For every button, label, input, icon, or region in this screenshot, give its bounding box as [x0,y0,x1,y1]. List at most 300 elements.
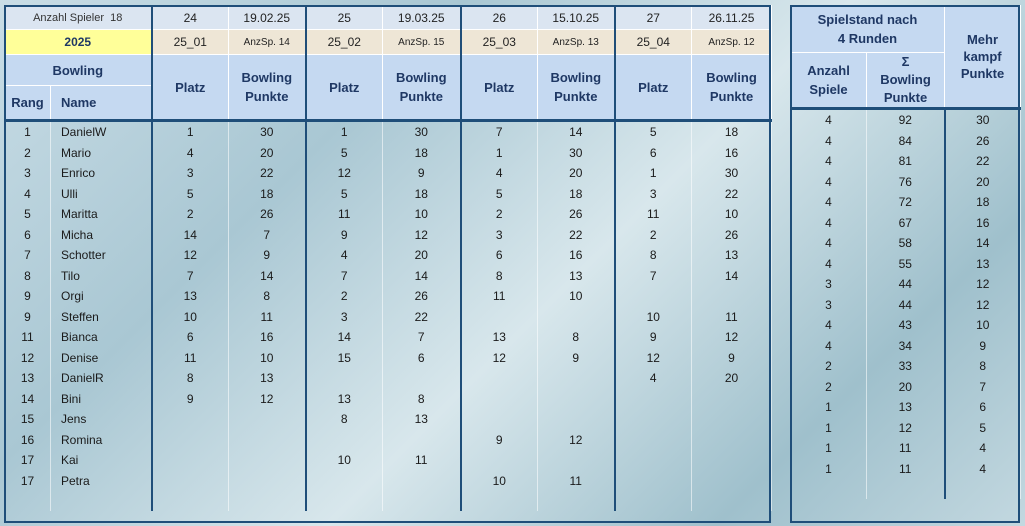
place-cell: 2 [306,286,383,307]
multi-cell: 6 [945,397,1021,418]
standings-row [791,254,1021,275]
place-cell [615,389,692,410]
points-cell [383,471,461,492]
points-cell: 12 [383,225,461,246]
place-cell [615,430,692,451]
place-cell: 5 [306,184,383,205]
points-cell: 10 [692,204,772,225]
col-points: Bowling Punkte [538,55,615,121]
multi-cell: 26 [945,131,1021,152]
points-cell: 10 [229,348,306,369]
standings-row [791,295,1021,316]
place-cell: 7 [306,266,383,287]
place-cell: 1 [615,163,692,184]
points-cell: 7 [229,225,306,246]
place-cell: 14 [306,327,383,348]
points-cell: 26 [692,225,772,246]
games-cell: 2 [791,377,867,398]
games-cell: 3 [791,274,867,295]
place-cell: 3 [461,225,538,246]
points-cell: 13 [229,368,306,389]
place-cell [152,450,229,471]
name-cell: Kai [51,450,152,471]
col-rank: Rang [5,86,51,121]
name-cell: Jens [51,409,152,430]
place-cell: 4 [461,163,538,184]
points-cell: 26 [538,204,615,225]
place-cell [615,471,692,492]
player-row [5,143,772,164]
place-cell [152,471,229,492]
place-cell: 7 [152,266,229,287]
player-row [5,245,772,266]
points-cell: 8 [383,389,461,410]
place-cell [615,286,692,307]
multi-cell: 18 [945,192,1021,213]
points-cell: 14 [538,121,615,143]
place-cell: 5 [461,184,538,205]
points-cell [538,450,615,471]
points-cell: 16 [692,143,772,164]
place-cell: 14 [152,225,229,246]
points-cell: 18 [383,143,461,164]
col-place: Platz [615,55,692,121]
points-cell [383,430,461,451]
standings-row [791,151,1021,172]
standings-title: Spielstand nach 4 Runden [791,6,945,53]
sum-cell: 44 [867,274,945,295]
place-cell: 10 [461,471,538,492]
multi-cell: 7 [945,377,1021,398]
col-points: Bowling Punkte [383,55,461,121]
name-cell: Steffen [51,307,152,328]
games-cell: 4 [791,233,867,254]
sum-cell: 67 [867,213,945,234]
col-place: Platz [152,55,229,121]
place-cell [306,471,383,492]
col-points: Bowling Punkte [229,55,306,121]
points-cell: 11 [538,471,615,492]
standings-row [791,377,1021,398]
points-cell [692,286,772,307]
col-place: Platz [306,55,383,121]
player-row [5,266,772,287]
points-cell: 18 [538,184,615,205]
sum-cell: 72 [867,192,945,213]
place-cell: 9 [152,389,229,410]
player-row [5,368,772,389]
points-cell [538,307,615,328]
round-player-count: AnzSp. 12 [692,30,772,55]
player-row [5,225,772,246]
round-date: 19.02.25 [229,6,306,30]
round-number: 25 [306,6,383,30]
player-row [5,409,772,430]
standings-row [791,438,1021,459]
points-cell [229,430,306,451]
place-cell: 2 [615,225,692,246]
place-cell [152,409,229,430]
player-row [5,121,772,143]
round-player-count: AnzSp. 15 [383,30,461,55]
multi-cell: 12 [945,274,1021,295]
place-cell: 11 [152,348,229,369]
round-player-count: AnzSp. 13 [538,30,615,55]
place-cell: 8 [461,266,538,287]
name-cell: Ulli [51,184,152,205]
name-cell: Enrico [51,163,152,184]
place-cell: 3 [306,307,383,328]
games-cell: 4 [791,109,867,131]
multi-cell: 14 [945,233,1021,254]
place-cell: 6 [615,143,692,164]
round-code: 25_02 [306,30,383,55]
rank-cell: 12 [5,348,51,369]
points-cell: 14 [383,266,461,287]
rank-cell: 4 [5,184,51,205]
round-code: 25_01 [152,30,229,55]
place-cell: 6 [152,327,229,348]
name-cell: Romina [51,430,152,451]
standings-row [791,315,1021,336]
points-cell: 26 [383,286,461,307]
name-cell: Micha [51,225,152,246]
rank-cell: 2 [5,143,51,164]
place-cell: 11 [615,204,692,225]
name-cell: Denise [51,348,152,369]
points-cell: 12 [229,389,306,410]
round-date: 26.11.25 [692,6,772,30]
multi-cell: 9 [945,336,1021,357]
name-cell: DanielR [51,368,152,389]
rank-cell: 16 [5,430,51,451]
results-table [4,5,772,511]
place-cell [152,430,229,451]
round-code: 25_04 [615,30,692,55]
place-cell: 1 [306,121,383,143]
place-cell: 11 [461,286,538,307]
round-date: 15.10.25 [538,6,615,30]
place-cell: 8 [152,368,229,389]
points-cell: 14 [229,266,306,287]
round-date: 19.03.25 [383,6,461,30]
multi-cell: 5 [945,418,1021,439]
standings-row [791,356,1021,377]
points-cell: 9 [383,163,461,184]
place-cell: 3 [615,184,692,205]
points-cell [692,430,772,451]
points-cell [692,409,772,430]
multi-cell: 13 [945,254,1021,275]
name-cell: Schotter [51,245,152,266]
place-cell: 7 [615,266,692,287]
standings-row [791,192,1021,213]
place-cell: 6 [461,245,538,266]
points-cell: 22 [692,184,772,205]
place-cell [461,368,538,389]
points-cell: 30 [538,143,615,164]
place-cell: 4 [306,245,383,266]
rank-cell: 14 [5,389,51,410]
name-cell: Tilo [51,266,152,287]
place-cell: 12 [615,348,692,369]
place-cell: 1 [461,143,538,164]
place-cell: 8 [615,245,692,266]
rank-cell: 1 [5,121,51,143]
name-cell: Maritta [51,204,152,225]
games-cell: 1 [791,397,867,418]
standings-row [791,418,1021,439]
points-cell: 22 [538,225,615,246]
rank-cell: 6 [5,225,51,246]
rank-cell: 8 [5,266,51,287]
place-cell [615,450,692,471]
multi-cell: 22 [945,151,1021,172]
games-cell: 2 [791,356,867,377]
rank-cell: 5 [5,204,51,225]
games-cell: 4 [791,315,867,336]
points-cell [692,450,772,471]
points-cell [538,409,615,430]
points-cell: 8 [229,286,306,307]
points-cell: 20 [538,163,615,184]
sum-cell: 11 [867,438,945,459]
multi-cell: 20 [945,172,1021,193]
sum-cell: 12 [867,418,945,439]
sum-cell: 44 [867,295,945,316]
games-cell: 4 [791,172,867,193]
points-cell: 13 [692,245,772,266]
place-cell: 2 [461,204,538,225]
points-cell: 18 [692,121,772,143]
points-cell: 20 [692,368,772,389]
multi-cell: 12 [945,295,1021,316]
multi-cell: 4 [945,438,1021,459]
standings-row [791,397,1021,418]
games-cell: 4 [791,192,867,213]
points-cell: 22 [229,163,306,184]
sum-cell: 34 [867,336,945,357]
points-cell: 7 [383,327,461,348]
points-cell [229,471,306,492]
points-cell: 8 [538,327,615,348]
points-cell: 20 [383,245,461,266]
player-row [5,348,772,369]
place-cell: 5 [615,121,692,143]
sum-cell: 20 [867,377,945,398]
players-count: 18 [110,11,123,24]
points-cell: 13 [538,266,615,287]
place-cell: 5 [306,143,383,164]
place-cell [615,409,692,430]
points-cell: 13 [383,409,461,430]
standings-row [791,131,1021,152]
sum-cell: 92 [867,109,945,131]
player-row [5,471,772,492]
col-name: Name [51,86,152,121]
points-cell: 16 [538,245,615,266]
rank-cell: 13 [5,368,51,389]
rank-cell: 11 [5,327,51,348]
place-cell: 10 [306,450,383,471]
round-number: 26 [461,6,538,30]
standings-row [791,109,1021,131]
points-cell [383,368,461,389]
points-cell: 12 [538,430,615,451]
player-row [5,430,772,451]
points-cell [692,471,772,492]
points-cell [229,450,306,471]
points-cell: 26 [229,204,306,225]
points-cell: 30 [383,121,461,143]
name-cell: Orgi [51,286,152,307]
place-cell: 1 [152,121,229,143]
place-cell [306,368,383,389]
points-cell: 30 [229,121,306,143]
games-cell: 4 [791,213,867,234]
sum-cell: 13 [867,397,945,418]
points-cell: 16 [229,327,306,348]
filler-row [791,479,1021,499]
place-cell [461,450,538,471]
place-cell: 3 [152,163,229,184]
points-cell [229,409,306,430]
points-cell [538,368,615,389]
sum-cell: 81 [867,151,945,172]
col-place: Platz [461,55,538,121]
points-cell: 18 [229,184,306,205]
points-cell: 14 [692,266,772,287]
sum-cell: 43 [867,315,945,336]
place-cell: 10 [152,307,229,328]
multi-cell: 10 [945,315,1021,336]
place-cell: 13 [306,389,383,410]
multi-cell: 4 [945,459,1021,480]
sum-cell: 11 [867,459,945,480]
points-cell [538,389,615,410]
player-row [5,204,772,225]
points-cell: 22 [383,307,461,328]
rank-cell: 17 [5,471,51,492]
games-cell: 1 [791,459,867,480]
sum-cell: 58 [867,233,945,254]
standings-row [791,336,1021,357]
place-cell: 9 [615,327,692,348]
name-cell: DanielW [51,121,152,143]
place-cell: 12 [306,163,383,184]
place-cell [461,409,538,430]
sum-cell: 76 [867,172,945,193]
col-sum-points: Σ Bowling Punkte [867,53,945,109]
col-multi-points: Mehr kampf Punkte [945,6,1021,109]
sum-cell: 84 [867,131,945,152]
points-cell: 9 [538,348,615,369]
season-year: 2025 [5,30,152,55]
games-cell: 1 [791,418,867,439]
points-cell: 9 [229,245,306,266]
sum-cell: 33 [867,356,945,377]
place-cell: 9 [461,430,538,451]
games-cell: 4 [791,254,867,275]
place-cell [461,307,538,328]
player-row [5,163,772,184]
games-cell: 4 [791,151,867,172]
rank-cell: 9 [5,307,51,328]
multi-cell: 16 [945,213,1021,234]
round-number: 24 [152,6,229,30]
players-count-cell [5,6,152,30]
col-points: Bowling Punkte [692,55,772,121]
points-cell [692,389,772,410]
player-row [5,327,772,348]
standings-row [791,274,1021,295]
points-cell: 12 [692,327,772,348]
points-cell: 18 [383,184,461,205]
place-cell: 2 [152,204,229,225]
place-cell [461,389,538,410]
rank-cell: 7 [5,245,51,266]
standings-row [791,213,1021,234]
round-player-count: AnzSp. 14 [229,30,306,55]
place-cell: 12 [152,245,229,266]
place-cell: 5 [152,184,229,205]
games-cell: 3 [791,295,867,316]
place-cell [306,430,383,451]
place-cell: 8 [306,409,383,430]
points-cell: 11 [383,450,461,471]
name-cell: Petra [51,471,152,492]
player-row [5,450,772,471]
standings-row [791,233,1021,254]
round-number: 27 [615,6,692,30]
games-cell: 4 [791,131,867,152]
standings-row [791,459,1021,480]
round-code: 25_03 [461,30,538,55]
player-row [5,389,772,410]
name-cell: Bianca [51,327,152,348]
place-cell: 13 [152,286,229,307]
name-cell: Bini [51,389,152,410]
points-cell: 11 [692,307,772,328]
points-cell: 10 [383,204,461,225]
points-cell: 9 [692,348,772,369]
multi-cell: 8 [945,356,1021,377]
players-label: Anzahl Spieler [33,11,105,24]
name-cell: Mario [51,143,152,164]
place-cell: 4 [615,368,692,389]
points-cell: 10 [538,286,615,307]
col-games: Anzahl Spiele [791,53,867,109]
place-cell: 4 [152,143,229,164]
player-row [5,184,772,205]
rank-cell: 17 [5,450,51,471]
player-row [5,286,772,307]
points-cell: 11 [229,307,306,328]
place-cell: 9 [306,225,383,246]
place-cell: 13 [461,327,538,348]
place-cell: 7 [461,121,538,143]
player-row [5,307,772,328]
place-cell: 12 [461,348,538,369]
standings-table [790,5,1021,499]
multi-cell: 30 [945,109,1021,131]
points-cell: 6 [383,348,461,369]
rank-cell: 9 [5,286,51,307]
games-cell: 1 [791,438,867,459]
points-cell: 30 [692,163,772,184]
filler-row [5,491,772,511]
place-cell: 15 [306,348,383,369]
